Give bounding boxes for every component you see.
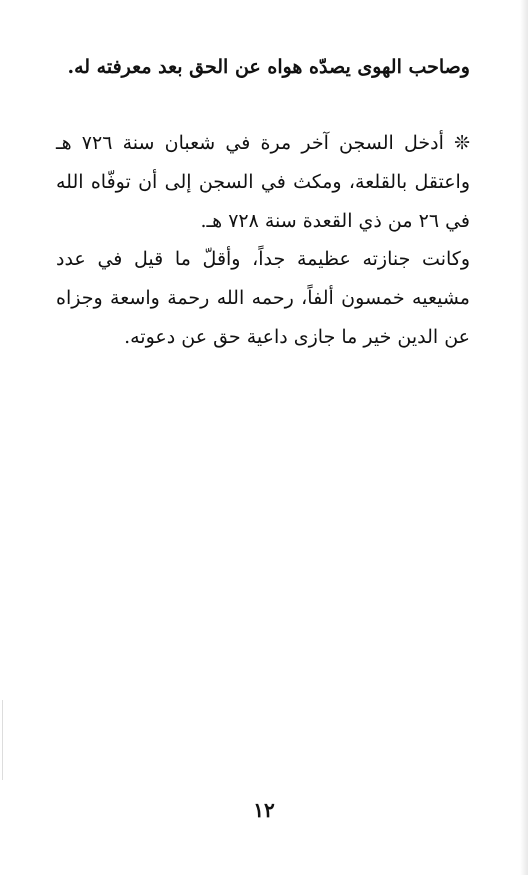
page-edge-shadow bbox=[520, 0, 528, 875]
page-edge-mark bbox=[2, 700, 3, 780]
page-number: ١٢ bbox=[253, 798, 275, 822]
paragraph-funeral: وكانت جنازته عظيمة جداً، وأقلّ ما قيل في عدد مشيعيه خمسون ألفاً، رحمه الله رحمة واسعة وجزاه عن الدين خير ما جازى داعية حق عن دعوته. bbox=[56, 248, 470, 348]
paragraph-imprisonment-note: ❊ أدخل السجن آخر مرة في شعبان سنة ٧٢٦ هـ واعتقل بالقلعة، ومكث في السجن إلى أن توفّاه الله في ٢٦ من ذي القعدة سنة ٧٢٨ هـ. bbox=[56, 132, 470, 232]
paragraph-intro: وصاحب الهوى يصدّه هواه عن الحق بعد معرفته له. bbox=[67, 56, 470, 78]
